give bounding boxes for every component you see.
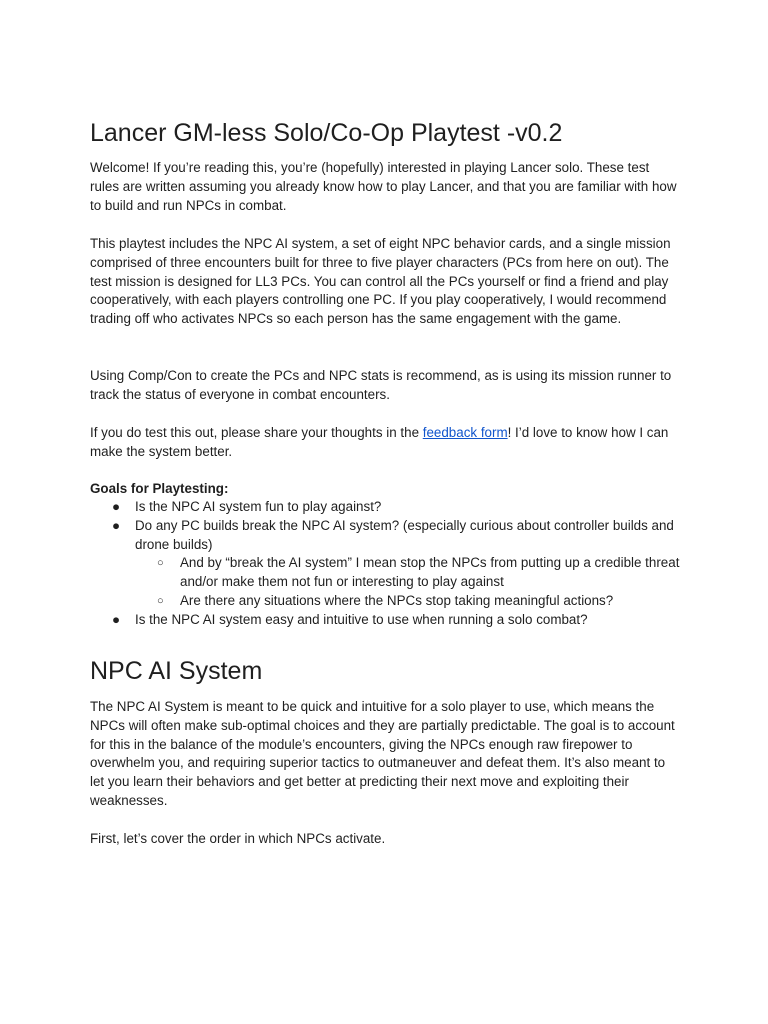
feedback-text-after: ! I’d love to know how I can make the system better.	[90, 425, 669, 459]
list-item: ○ Are there any situations where the NPCs stop taking meaningful actions?	[90, 592, 690, 611]
document-title: Lancer GM-less Solo/Co-Op Playtest -v0.2	[90, 119, 563, 147]
section-paragraph-2: First, let’s cover the order in which NPCs activate.	[90, 831, 386, 846]
intro-paragraph-2: This playtest includes the NPC AI system, a set of eight NPC behavior cards, and a single mission comprised of three encounters built for three to five player characters (PCs from here on out). The test mission is designed for LL3 PCs. You can control all the PCs yourself or find a friend and play cooperatively, with each players controlling one PC. If you play cooperatively, I would recommend trading off who activates NPCs so each person has the same engagement with the game.	[90, 236, 671, 327]
intro-paragraph-1: Welcome! If you’re reading this, you’re (hopefully) interested in playing Lancer solo. These test rules are written assuming you already know how to play Lancer, and that you are familiar with how to build and run NPCs in combat.	[90, 160, 677, 213]
intro-paragraph-3: Using Comp/Con to create the PCs and NPC stats is recommend, as is using its mission runner to track the status of everyone in combat encounters.	[90, 368, 672, 402]
goals-heading: Goals for Playtesting:	[90, 481, 229, 496]
hollow-bullet-icon: ○	[157, 594, 164, 607]
feedback-text-before: If you do test this out, please share your thoughts in the	[90, 425, 423, 440]
goals-list	[90, 498, 690, 630]
feedback-form-link[interactable]: feedback form	[422, 425, 508, 440]
section-heading: NPC AI System	[90, 657, 263, 685]
bullet-icon: ●	[112, 611, 121, 627]
list-item: ● Is the NPC AI system easy and intuitive to use when running a solo combat?	[90, 611, 690, 630]
list-item: ○ And by “break the AI system” I mean stop the NPCs from putting up a credible threat and/or make them not fun or interesting to play against	[157, 555, 680, 590]
bullet-icon: ●	[112, 517, 121, 533]
hollow-bullet-icon: ○	[157, 557, 164, 570]
list-item: ● Is the NPC AI system fun to play against?	[90, 498, 690, 517]
section-paragraph-1: The NPC AI System is meant to be quick and intuitive for a solo player to use, which means the NPCs will often make sub-optimal choices and they are partially predictable. The goal is to account for this in the balance of the module’s encounters, giving the NPCs enough raw firepower to overwhelm you, and requiring superior tactics to outmaneuver and defeat them. It’s also meant to let you learn their behaviors and get better at predicting their next move and exploiting their weaknesses.	[90, 699, 675, 808]
bullet-icon: ●	[112, 499, 121, 514]
intro-paragraph-4	[90, 424, 680, 462]
list-item: ● Do any PC builds break the NPC AI system? (especially curious about controller builds and drone builds)	[112, 517, 674, 552]
